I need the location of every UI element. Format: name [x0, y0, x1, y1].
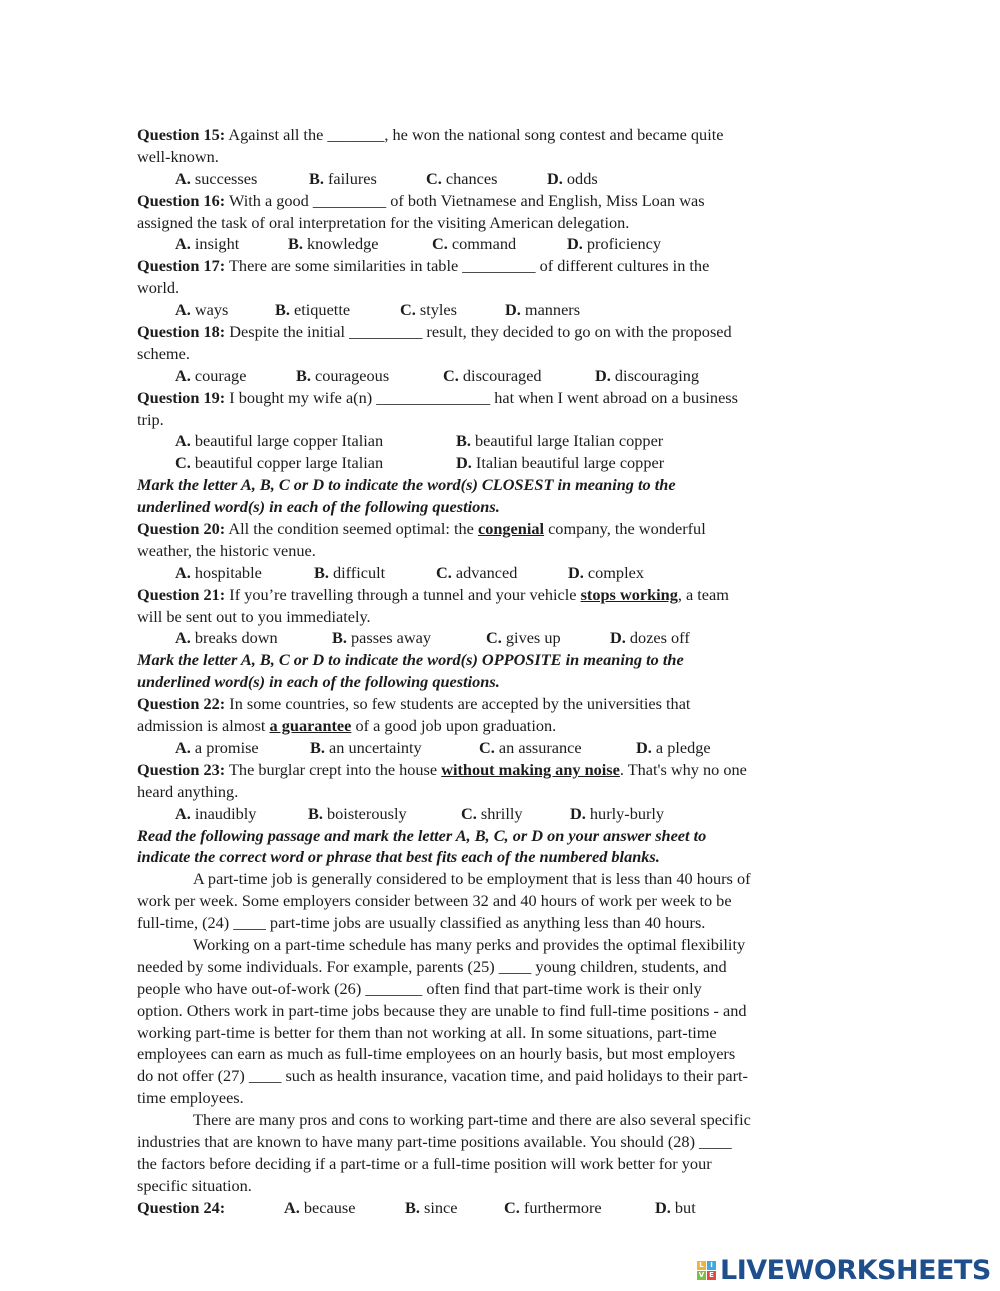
option-b[interactable]: B. since [405, 1197, 458, 1217]
option-b[interactable]: B. courageous [296, 365, 390, 385]
passage-line: people who have out-of-work (26) _______ often find that part-time work is their only [137, 978, 702, 998]
option-a[interactable]: A. a promise [175, 737, 259, 757]
reading-passage [137, 868, 853, 1196]
passage-line: option. Others work in part-time jobs because they are unable to find full-time positions - and [137, 1000, 747, 1020]
option-a[interactable]: A. inaudibly [175, 803, 257, 823]
worksheet-page [137, 124, 853, 1219]
question-text: . That's why no one [619, 759, 747, 779]
underlined-word: congenial [477, 519, 545, 539]
question-text: With a good _________ of both Vietnamese and English, Miss Loan was [228, 190, 705, 210]
option-a[interactable]: A. beautiful large copper Italian [175, 431, 384, 451]
question-label: Question 24: [137, 1197, 226, 1217]
question-text: The burglar crept into the house [228, 759, 442, 779]
option-c[interactable]: C. styles [400, 300, 457, 320]
option-d[interactable]: D. a pledge [636, 737, 711, 757]
option-d[interactable]: D. discouraging [595, 365, 700, 385]
option-a[interactable]: A. successes [175, 168, 258, 188]
question-label: Question 22: [137, 694, 226, 714]
logo-mark-tile: V [698, 1270, 705, 1279]
instruction-opposite [137, 649, 853, 693]
question-17 [137, 255, 853, 321]
passage-line: do not offer (27) ____ such as health insurance, vacation time, and paid holidays to their part- [137, 1066, 748, 1086]
option-c[interactable]: C. discouraged [443, 365, 542, 385]
passage-line: There are many pros and cons to working part-time and there are also several specific [193, 1110, 751, 1130]
option-b[interactable]: B. passes away [332, 628, 432, 648]
question-label: Question 15: [137, 125, 226, 144]
options-row [137, 737, 853, 759]
option-c[interactable]: C. furthermore [504, 1197, 602, 1217]
option-b[interactable]: B. an uncertainty [310, 737, 422, 757]
option-b[interactable]: B. knowledge [288, 234, 379, 254]
question-20 [137, 518, 853, 584]
question-label: Question 19: [137, 387, 226, 407]
option-c[interactable]: C. advanced [436, 562, 518, 582]
question-text: admission is almost [137, 716, 270, 736]
option-d[interactable]: D. hurly-burly [570, 803, 665, 823]
passage-paragraph [137, 934, 853, 1109]
passage-line: working part-time is better for them than not working at all. In some situations, part-time [137, 1022, 717, 1042]
passage-line: Working on a part-time schedule has many perks and provides the optimal flexibility [193, 934, 746, 954]
instruction-passage [137, 825, 853, 869]
question-label: Question 23: [137, 759, 226, 779]
option-d[interactable]: D. odds [547, 168, 598, 188]
option-b[interactable]: B. beautiful large Italian copper [456, 431, 664, 451]
option-c[interactable]: C. gives up [486, 628, 561, 648]
question-label: Question 18: [137, 322, 226, 342]
option-d[interactable]: D. manners [505, 300, 581, 320]
logo-mark-tile: I [707, 1261, 716, 1270]
question-21 [137, 584, 853, 650]
question-text: Despite the initial _________ result, they decided to go on with the proposed [229, 322, 732, 342]
passage-line: full-time, (24) ____ part-time jobs are usually classified as anything less than 40 hours. [137, 913, 706, 933]
question-label: Question 21: [137, 584, 226, 604]
underlined-word: stops working [580, 584, 678, 604]
question-label: Question 20: [137, 519, 226, 539]
option-b[interactable]: B. failures [309, 168, 377, 188]
passage-line: time employees. [137, 1088, 244, 1108]
passage-line: needed by some individuals. For example, parents (25) ____ young children, students, and [137, 956, 727, 976]
option-c[interactable]: C. command [432, 234, 517, 254]
question-text: will be sent out to you immediately. [137, 606, 371, 626]
option-a[interactable]: A. courage [175, 365, 247, 385]
question-text: In some countries, so few students are accepted by the universities that [229, 694, 691, 714]
passage-line: work per week. Some employers consider between 32 and 40 hours of work per week to be [137, 891, 732, 911]
passage-line: the factors before deciding if a part-time or a full-time position will work better for your [137, 1153, 712, 1173]
option-d[interactable]: D. Italian beautiful large copper [456, 453, 665, 473]
question-label: Question 16: [137, 190, 226, 210]
question-text: weather, the historic venue. [137, 540, 316, 560]
question-text: I bought my wife a(n) ______________ hat when I went abroad on a business [229, 387, 738, 407]
question-15 [137, 124, 853, 190]
option-a[interactable]: A. breaks down [175, 628, 278, 648]
passage-line: specific situation. [137, 1175, 252, 1195]
liveworksheets-logo [697, 1254, 991, 1286]
option-d[interactable]: D. proficiency [567, 234, 662, 254]
passage-paragraph [137, 868, 853, 934]
option-c[interactable]: C. shrilly [461, 803, 523, 823]
question-22 [137, 693, 853, 759]
options-row [137, 299, 853, 321]
options-row [137, 627, 853, 649]
options-row [137, 365, 853, 387]
passage-line: industries that are known to have many part-time positions available. You should (28) ____ [137, 1131, 732, 1151]
question-18 [137, 321, 853, 387]
question-24 [137, 1197, 853, 1219]
question-text: of a good job upon graduation. [351, 716, 557, 736]
option-c[interactable]: C. chances [426, 168, 498, 188]
passage-line: employees can earn as much as full-time employees on an hourly basis, but most employers [137, 1044, 736, 1064]
instruction-line: indicate the correct word or phrase that best fits each of the numbered blanks. [137, 847, 660, 867]
logo-mark-icon [697, 1261, 716, 1280]
options-row [137, 168, 853, 190]
question-23 [137, 759, 853, 825]
question-text: world. [137, 278, 180, 298]
question-16 [137, 190, 853, 256]
option-d[interactable]: D. complex [568, 562, 644, 582]
question-text: All the condition seemed optimal: the [228, 519, 478, 539]
option-d[interactable]: D. but [655, 1197, 696, 1217]
logo-mark-tile: E [707, 1271, 716, 1280]
instruction-line: underlined word(s) in each of the following questions. [137, 672, 500, 692]
question-text: scheme. [137, 343, 190, 363]
question-text: , a team [677, 584, 729, 604]
option-c[interactable]: C. beautiful copper large Italian [175, 453, 384, 473]
option-b[interactable]: B. difficult [314, 562, 386, 582]
options-row [137, 233, 853, 255]
option-a[interactable]: A. because [284, 1197, 356, 1217]
instruction-line: underlined word(s) in each of the following questions. [137, 497, 500, 517]
option-c[interactable]: C. an assurance [479, 737, 582, 757]
instruction-closest [137, 474, 853, 518]
options-row [137, 562, 853, 584]
question-text: Against all the _______, he won the national song contest and became quite [228, 125, 724, 144]
passage-line: A part-time job is generally considered to be employment that is less than 40 hours of [193, 869, 751, 889]
question-label: Question 17: [137, 256, 226, 276]
question-text: well-known. [137, 146, 219, 166]
options-row [137, 452, 853, 474]
underlined-word: without making any noise [441, 759, 620, 779]
option-a[interactable]: A. insight [175, 234, 240, 254]
question-text: If you’re travelling through a tunnel and your vehicle [229, 584, 581, 604]
question-text: trip. [137, 409, 164, 429]
question-text: There are some similarities in table _________ of different cultures in the [228, 256, 710, 276]
options-row [137, 803, 853, 825]
options-row [137, 430, 853, 452]
option-b[interactable]: B. etiquette [275, 300, 351, 320]
instruction-line: Read the following passage and mark the letter A, B, C, or D on your answer sheet to [137, 825, 707, 845]
passage-paragraph [137, 1109, 853, 1197]
question-text: assigned the task of oral interpretation for the visiting American delegation. [137, 212, 630, 232]
option-b[interactable]: B. boisterously [308, 803, 407, 823]
option-d[interactable]: D. dozes off [610, 628, 690, 648]
question-19 [137, 387, 853, 475]
logo-text: LIVEWORKSHEETS [720, 1254, 991, 1286]
option-a[interactable]: A. ways [175, 300, 229, 320]
question-text: heard anything. [137, 781, 239, 801]
instruction-line: Mark the letter A, B, C or D to indicate the word(s) OPPOSITE in meaning to the [137, 650, 684, 670]
underlined-word: a guarantee [269, 716, 352, 736]
option-a[interactable]: A. hospitable [175, 562, 262, 582]
logo-mark-tile: L [697, 1261, 706, 1270]
question-text: company, the wonderful [544, 519, 706, 539]
instruction-line: Mark the letter A, B, C or D to indicate the word(s) CLOSEST in meaning to the [137, 475, 676, 495]
